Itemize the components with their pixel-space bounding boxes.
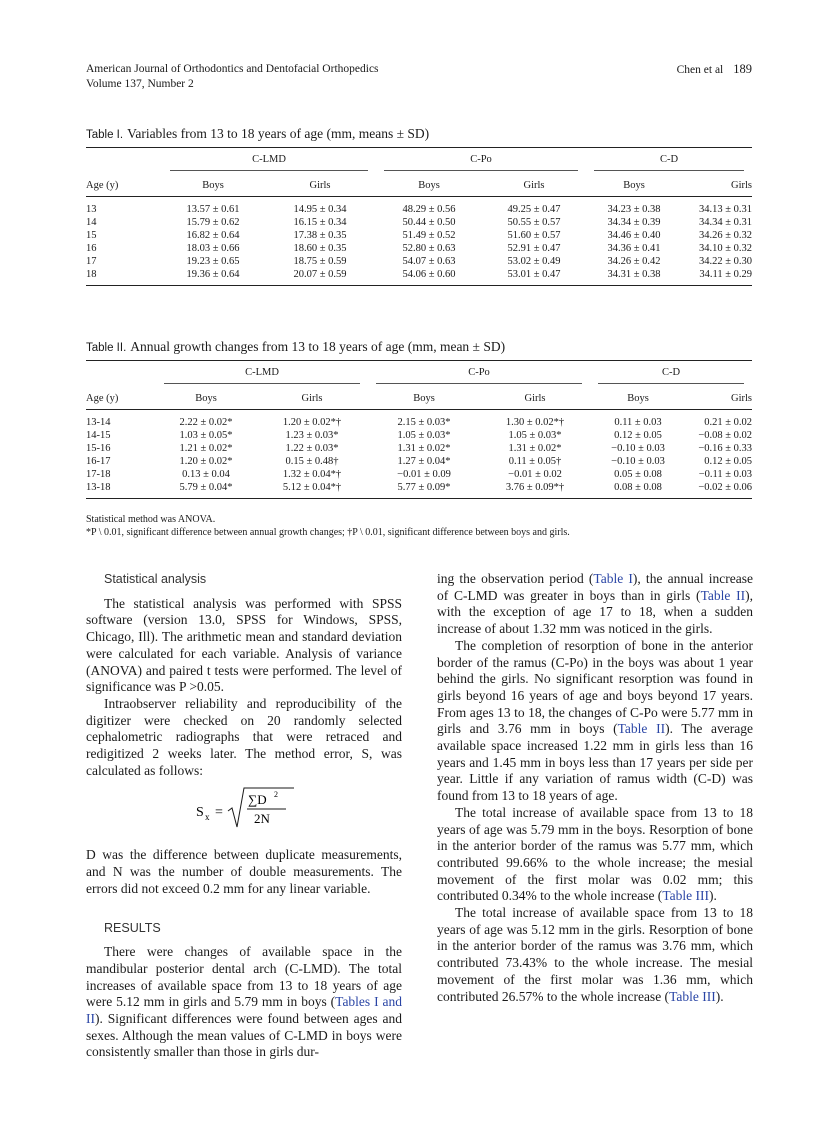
age-cell: 15 [86, 230, 97, 241]
table-reference-link[interactable]: Table II [617, 721, 666, 737]
value-cell: −0.08 ± 0.02 [698, 430, 752, 441]
table1-caption [86, 126, 429, 142]
age-cell: 16-17 [86, 456, 111, 467]
text-run: ), with the exception of age 17 to 18, when a sudden increase of about 1.32 mm was noticed in the girls. [437, 587, 754, 637]
age-cell: 14-15 [86, 430, 111, 441]
body-column-left [86, 571, 402, 1061]
value-cell: 18.75 ± 0.59 [293, 256, 347, 267]
text-run: There were changes of available space in the mandibular posterior dental arch (C-LMD). The total increases of available space from 13 to 18 years of age were 5.12 mm in girls and 5.79 mm in boys ( [86, 944, 402, 1010]
value-cell: 2.15 ± 0.03* [397, 417, 451, 428]
age-cell: 13-18 [86, 481, 156, 499]
text-run: ing the observation period ( [437, 571, 594, 586]
table1-group-cpo: C-Po [384, 153, 578, 171]
table1-group-clmd: C-LMD [170, 153, 368, 171]
value-cell: 2.22 ± 0.02* [179, 417, 233, 428]
paragraph: The statistical analysis was performed with SPSS software (version 13.0, SPSS for Windows, SPSS, Chicago, Ill). The arithmetic mean and standard deviation were calculated for each variable. Analysis of variance (ANOVA) and paired t tests were performed. The level of significance was P >0.05. [86, 595, 402, 695]
running-header-journal [86, 62, 379, 92]
formula-graphic [194, 785, 304, 835]
table-row [86, 410, 752, 430]
value-cell: 53.01 ± 0.47 [482, 268, 586, 286]
table2-subheader: Girls [480, 388, 590, 410]
value-cell: 19.36 ± 0.64 [162, 268, 264, 286]
value-cell: 13.57 ± 0.61 [186, 204, 240, 215]
table2-title: Annual growth changes from 13 to 18 years of age (mm, mean ± SD) [130, 339, 506, 354]
authors: Chen et al [676, 64, 724, 76]
value-cell: 34.46 ± 0.40 [607, 230, 661, 241]
value-cell: 51.60 ± 0.57 [507, 230, 561, 241]
value-cell: 5.79 ± 0.04* [156, 481, 256, 499]
age-cell: 14 [86, 217, 97, 228]
value-cell: 0.13 ± 0.04 [182, 469, 230, 480]
text-run: ). Significant differences were found between ages and sexes. Although the mean values of C-LMD in boys were consistently smaller than those in girls dur- [86, 1011, 402, 1060]
value-cell: 34.13 ± 0.31 [698, 204, 752, 215]
value-cell: 52.80 ± 0.63 [402, 243, 456, 254]
table-reference-link[interactable]: Table III [669, 988, 716, 1004]
value-cell: 15.79 ± 0.62 [186, 217, 240, 228]
paragraph [437, 638, 753, 805]
table-row [86, 242, 752, 255]
value-cell: 34.31 ± 0.38 [586, 268, 682, 286]
table1-title: Variables from 13 to 18 years of age (mm, means ± SD) [127, 126, 430, 141]
table-reference-link[interactable]: Table II [700, 587, 746, 603]
text-run: The total increase of available space from 13 to 18 years of age was 5.12 mm in the girls. Resorption of bone in the anterior border of the ramus was 3.76 mm, which contributed 73.43% to the whole increase. The mesial movement of the first molar was 1.36 mm, which contributed 26.57% to the whole increase ( [437, 905, 753, 1004]
age-cell: 18 [86, 268, 162, 286]
table-row [86, 429, 752, 442]
value-cell: 0.08 ± 0.08 [590, 481, 686, 499]
value-cell: 18.03 ± 0.66 [186, 243, 240, 254]
table1 [86, 147, 752, 286]
table-row [86, 481, 752, 499]
table1-subheader: Girls [682, 175, 752, 197]
table-row [86, 455, 752, 468]
value-cell: 17.38 ± 0.35 [293, 230, 347, 241]
value-cell: 1.05 ± 0.03* [508, 430, 562, 441]
formula-equals: = [215, 805, 223, 821]
paragraph [437, 805, 753, 905]
value-cell: −0.01 ± 0.02 [508, 469, 562, 480]
value-cell: −0.01 ± 0.09 [397, 469, 451, 480]
value-cell: 20.07 ± 0.59 [264, 268, 376, 286]
table-row [86, 216, 752, 229]
value-cell: 52.91 ± 0.47 [507, 243, 561, 254]
journal-name: American Journal of Orthodontics and Dentofacial Orthopedics [86, 63, 379, 75]
table1-group-cd: C-D [594, 153, 744, 171]
value-cell: 1.03 ± 0.05* [179, 430, 233, 441]
text-run: ). [715, 988, 724, 1004]
table2-subheader: Boys [368, 388, 480, 410]
table1-label: Table I. [86, 129, 124, 141]
value-cell: 1.05 ± 0.03* [397, 430, 451, 441]
value-cell: 34.11 ± 0.29 [682, 268, 752, 286]
value-cell: 16.82 ± 0.64 [186, 230, 240, 241]
value-cell: 1.20 ± 0.02* [179, 456, 233, 467]
table2-subheader: Boys [590, 388, 686, 410]
value-cell: 34.22 ± 0.30 [698, 256, 752, 267]
age-cell: 16 [86, 243, 97, 254]
formula-lhs: S [196, 805, 204, 821]
value-cell: 0.12 ± 0.05 [614, 430, 662, 441]
value-cell: 3.76 ± 0.09*† [480, 481, 590, 499]
paragraph [86, 944, 402, 1061]
table1-subheader: Girls [482, 175, 586, 197]
table2-subheader: Girls [686, 388, 752, 410]
value-cell: 48.29 ± 0.56 [402, 204, 456, 215]
value-cell: 1.21 ± 0.02* [179, 443, 233, 454]
value-cell: 1.32 ± 0.04*† [282, 469, 342, 480]
text-run: ), the annual increase of C-LMD was greater in boys than in girls ( [437, 571, 753, 603]
table-row [86, 442, 752, 455]
paragraph [437, 571, 753, 638]
value-cell: 0.11 ± 0.05† [508, 456, 562, 467]
value-cell: 50.44 ± 0.50 [402, 217, 456, 228]
value-cell: 5.77 ± 0.09* [368, 481, 480, 499]
paragraph: Intraobserver reliability and reproducibility of the digitizer were checked on 20 randomly selected cephalometric radiographs that were retraced and redigitized 2 weeks later. The method error, S, was calculated as follows: [86, 695, 402, 778]
section-heading-statistical-analysis: Statistical analysis [104, 572, 207, 586]
section-heading-results: RESULTS [104, 920, 161, 935]
formula-superscript: 2 [274, 790, 278, 800]
table1-subheader: Boys [376, 175, 482, 197]
table-row [86, 197, 752, 217]
table-reference-link[interactable]: Table III [662, 888, 709, 904]
value-cell: −0.10 ± 0.03 [611, 443, 665, 454]
body-column-right [437, 571, 753, 1005]
age-cell: 17-18 [86, 469, 111, 480]
method-error-formula [86, 785, 402, 837]
table-row [86, 229, 752, 242]
text-run: ). [708, 888, 717, 904]
table1-subheader: Boys [162, 175, 264, 197]
table1-subheader: Boys [586, 175, 682, 197]
formula-denominator: 2N [254, 811, 270, 827]
table-row [86, 268, 752, 286]
value-cell: 51.49 ± 0.52 [402, 230, 456, 241]
value-cell: 14.95 ± 0.34 [293, 204, 347, 215]
age-cell: 17 [86, 256, 97, 267]
value-cell: −0.16 ± 0.33 [698, 443, 752, 454]
value-cell: 49.25 ± 0.47 [507, 204, 561, 215]
table2-group-cd: C-D [598, 366, 744, 384]
value-cell: −0.02 ± 0.06 [686, 481, 752, 499]
value-cell: 16.15 ± 0.34 [293, 217, 347, 228]
value-cell: 34.34 ± 0.39 [607, 217, 661, 228]
value-cell: 18.60 ± 0.35 [293, 243, 347, 254]
page-number: 189 [733, 62, 752, 76]
value-cell: 0.21 ± 0.02 [704, 417, 752, 428]
formula-numerator: ∑D [248, 792, 267, 808]
value-cell: 54.07 ± 0.63 [402, 256, 456, 267]
journal-volume: Volume 137, Number 2 [86, 78, 194, 90]
value-cell: 34.34 ± 0.31 [698, 217, 752, 228]
value-cell: 1.31 ± 0.02* [397, 443, 451, 454]
age-cell: 13-14 [86, 417, 111, 428]
text-run: The total increase of available space from 13 to 18 years of age was 5.79 mm in the boys. Resorption of bone in the anterior border of the ramus was 5.77 mm, which contributed 99.66% to the whole increase; the mesial movement of the first molar was 0.02 mm; this contributed 0.34% to the whole increase ( [437, 804, 753, 904]
value-cell: 50.55 ± 0.57 [507, 217, 561, 228]
table2-group-cpo: C-Po [376, 366, 582, 384]
value-cell: 1.27 ± 0.04* [397, 456, 451, 467]
table1-subheader: Girls [264, 175, 376, 197]
running-header-page [677, 62, 752, 78]
paragraph [437, 905, 753, 1005]
value-cell: 0.15 ± 0.48† [285, 456, 339, 467]
value-cell: 34.36 ± 0.41 [607, 243, 661, 254]
value-cell: 0.05 ± 0.08 [614, 469, 662, 480]
table2-label: Table II. [86, 342, 127, 354]
value-cell: 1.30 ± 0.02*† [505, 417, 565, 428]
value-cell: 5.12 ± 0.04*† [256, 481, 368, 499]
table2-footnotes [86, 513, 570, 539]
formula-subscript: x [205, 812, 210, 823]
table-row [86, 468, 752, 481]
table2-subheader: Girls [256, 388, 368, 410]
table1-age-header: Age (y) [86, 175, 162, 197]
value-cell: −0.10 ± 0.03 [611, 456, 665, 467]
table-row [86, 255, 752, 268]
value-cell: 34.10 ± 0.32 [698, 243, 752, 254]
value-cell: 1.22 ± 0.03* [285, 443, 339, 454]
paragraph: D was the difference between duplicate measurements, and N was the number of double measurements. The errors did not exceed 0.2 mm for any linear variable. [86, 847, 402, 896]
table-reference-link[interactable]: Tables I and II [86, 994, 403, 1027]
table2-note-method: Statistical method was ANOVA. [86, 514, 216, 525]
text-run: ). The average available space increased 1.22 mm in girls less than 16 years and 1.45 mm in boys less than 17 years per side per year. Little if any variation of ramus width (C-D) was found from 13 to 18 years of age. [437, 721, 753, 804]
value-cell: 53.02 ± 0.49 [507, 256, 561, 267]
table-reference-link[interactable]: Table I [593, 571, 633, 586]
age-cell: 13 [86, 204, 97, 215]
value-cell: 34.23 ± 0.38 [607, 204, 661, 215]
value-cell: 0.11 ± 0.03 [614, 417, 662, 428]
table2-group-clmd: C-LMD [164, 366, 360, 384]
value-cell: 1.31 ± 0.02* [508, 443, 562, 454]
value-cell: 34.26 ± 0.42 [607, 256, 661, 267]
text-run: The completion of resorption of bone in the anterior border of the ramus (C-Po) in the boys was about 1 year behind the girls. No significant resorption was found in girls beyond 16 years of age and boys beyond 17 years. From ages 13 to 18, the changes of C-Po were 5.77 mm in girls and 3.76 mm in boys ( [437, 637, 753, 737]
value-cell: −0.11 ± 0.03 [698, 469, 752, 480]
age-cell: 15-16 [86, 443, 111, 454]
value-cell: 34.26 ± 0.32 [698, 230, 752, 241]
table2-age-header: Age (y) [86, 388, 156, 410]
value-cell: 0.12 ± 0.05 [704, 456, 752, 467]
value-cell: 54.06 ± 0.60 [376, 268, 482, 286]
value-cell: 1.23 ± 0.03* [285, 430, 339, 441]
table2-note-significance: *P \ 0.01, significant difference between annual growth changes; †P \ 0.01, significant difference between boys and girls. [86, 527, 570, 538]
value-cell: 19.23 ± 0.65 [186, 256, 240, 267]
table2-caption [86, 339, 505, 355]
table2 [86, 360, 752, 499]
value-cell: 1.20 ± 0.02*† [282, 417, 342, 428]
table2-subheader: Boys [156, 388, 256, 410]
